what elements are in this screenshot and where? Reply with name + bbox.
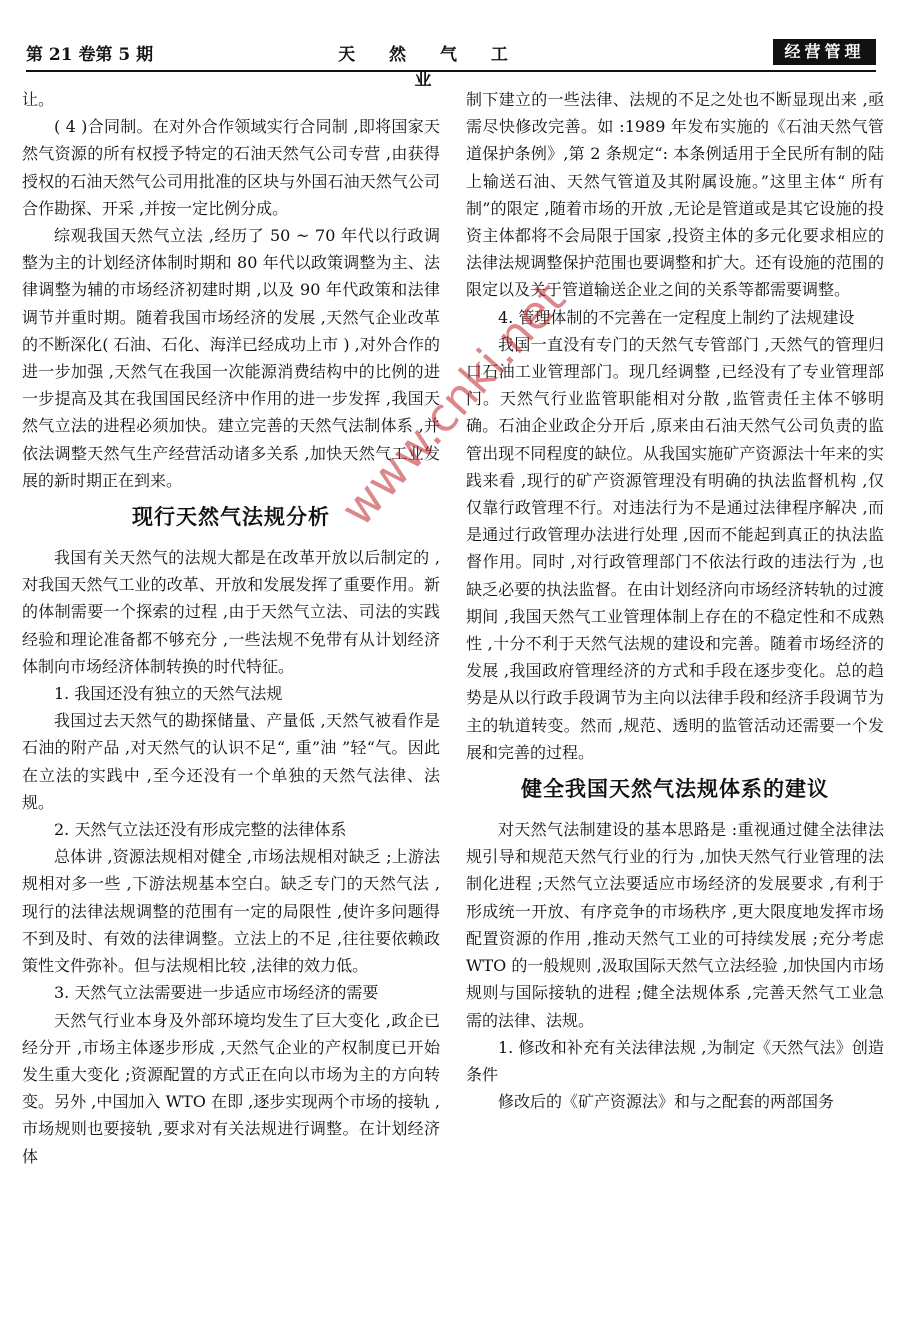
right-column (466, 86, 884, 1319)
journal-title: 天 然 气 工 业 (338, 45, 522, 90)
paragraph: 综观我国天然气立法 ,经历了 50 ~ 70 年代以行政调整为主的计划经济体制时期和 80 年代以政策调整为主、法律调整为辅的市场经济初建时期 ,以及 90 年代政策和法律调节并重时期。随着我国市场经济的发展 ,天然气企业改革的不断深化( 石油、石化、海洋已经成功上市 ) ,对外合作的进一步加强 ,天然气在我国一次能源消费结构中的比例的进一步提高及其在我国国民经济中作用的进一步发挥 ,我国天然气立法的进程必须加快。建立完善的天然气法制体系 ,并依法调整天然气生产经营活动诸多关系 ,加快天然气工业发展的新时期正在到来。 (22, 226, 440, 490)
section-heading: 健全我国天然气法规体系的建议 (521, 777, 829, 802)
left-column (22, 86, 440, 1319)
page-header (0, 0, 905, 90)
paragraph: 修改后的《矿产资源法》和与之配套的两部国务 (498, 1092, 835, 1112)
paragraph: 我国有关天然气的法规大都是在改革开放以后制定的 ,对我国天然气工业的改革、开放和发展发挥了重要作用。新的体制需要一个探索的过程 ,由于天然气立法、司法的实践经验和理论准备都不够充分 ,一些法规不免带有从计划经济体制向市场经济体制转换的时代特征。 (22, 548, 440, 676)
paragraph: 我国过去天然气的勘探储量、产量低 ,天然气被看作是石油的附产品 ,对天然气的认识不足“, 重”油 ”轻“气。因此在立法的实践中 ,至今还没有一个单独的天然气法律、法规。 (22, 711, 440, 812)
subheading: 2. 天然气立法还没有形成完整的法律体系 (54, 820, 347, 840)
issue-label: 第 21 卷第 5 期 (26, 45, 154, 65)
paragraph: 让。 (22, 90, 55, 109)
watermark: www.cnki.net (330, 271, 576, 537)
section-heading: 现行天然气法规分析 (132, 505, 330, 530)
subheading: 3. 天然气立法需要进一步适应市场经济的需要 (54, 983, 379, 1003)
paragraph: 我国一直没有专门的天然气专管部门 ,天然气的管理归口石油工业管理部门。现几经调整 ,已经没有了专业管理部门。天然气行业监管职能相对分散 ,监管责任主体不够明确。石油企业政企分开后 ,原来由石油天然气公司负责的监管出现不同程度的缺位。从我国实施矿产资源法十年来的实践来看 ,现行的矿产资源管理没有明确的执法监督机构 ,仅仅靠行政管理不行。对违法行为不是通过法律程序解决 ,而是通过行政管理办法进行处理 ,因而不能起到真正的执法监督作用。同时 ,对行政管理部门不依法行政的违法行为 ,也缺乏必要的执法监督。在由计划经济向市场经济转轨的过渡期间 ,我国天然气工业管理体制上存在的不稳定性和不成熟性 ,十分不利于天然气法规的建设和完善。随着市场经济的发展 ,我国政府管理经济的方式和手段在逐步变化。总的趋势是从以行政手段调节为主向以法律手段和经济手段调节为主的轨道转变。然而 ,规范、透明的监管活动还需要一个发展和完善的过程。 (466, 334, 884, 762)
subheading: 1. 我国还没有独立的天然气法规 (54, 684, 283, 704)
paragraph: 制下建立的一些法律、法规的不足之处也不断显现出来 ,亟需尽快修改完善。如 :1989 年发布实施的《石油天然气管道保护条例》,第 2 条规定“: 本条例适用于全民所有制的陆上输送石油、天然气管道及其附属设施。”这里主体“ 所有制”的限定 ,随着市场的开放 ,无论是管道或是其它设施的投资主体都将不会局限于国家 ,投资主体的多元化要求相应的法律法规调整保护范围也要调整和扩大。还有设施的范围的限定以及关于管道输送企业之间的关系等都需要调整。 (466, 90, 884, 300)
paragraph: 总体讲 ,资源法规相对健全 ,市场法规相对缺乏 ;上游法规相对多一些 ,下游法规基本空白。缺乏专门的天然气法 ,现行的法律法规调整的范围有一定的局限性 ,使许多问题得不到及时、有效的法律调整。立法上的不足 ,往往要依赖政策性文件弥补。但与法规相比较 ,法律的效力低。 (22, 847, 440, 976)
paragraph: 对天然气法制建设的基本思路是 :重视通过健全法律法规引导和规范天然气行业的行为 ,加快天然气行业管理的法制化进程 ;天然气立法要适应市场经济的发展要求 ,有利于形成统一开放、有序竞争的市场秩序 ,更大限度地发挥市场配置资源的作用 ,推动天然气工业的可持续发展 ;充分考虑 WTO 的一般规则 ,汲取国际天然气立法经验 ,加快国内市场规则与国际接轨的进程 ;健全法规体系 ,完善天然气工业急需的法律、法规。 (466, 820, 884, 1030)
subheading: 1. 修改和补充有关法律法规 ,为制定《天然气法》创造条件 (466, 1037, 884, 1084)
header-rule (26, 70, 876, 72)
subheading: 4. 管理体制的不完善在一定程度上制约了法规建设 (498, 307, 855, 327)
paragraph: ( 4 )合同制。在对外合作领域实行合同制 ,即将国家天然气资源的所有权授予特定的石油天然气公司专营 ,由获得授权的石油天然气公司用批准的区块与外国石油天然气公司合作勘探、开采 ,并按一定比例分成。 (22, 117, 440, 218)
paragraph: 天然气行业本身及外部环境均发生了巨大变化 ,政企已经分开 ,市场主体逐步形成 ,天然气企业的产权制度已开始发生重大变化 ;资源配置的方式正在向以市场为主的方向转变。另外 ,中国加入 WTO 在即 ,逐步实现两个市场的接轨 ,市场规则也要接轨 ,要求对有关法规进行调整。在计划经济体 (22, 1010, 440, 1166)
section-badge: 经营管理 (773, 39, 876, 65)
